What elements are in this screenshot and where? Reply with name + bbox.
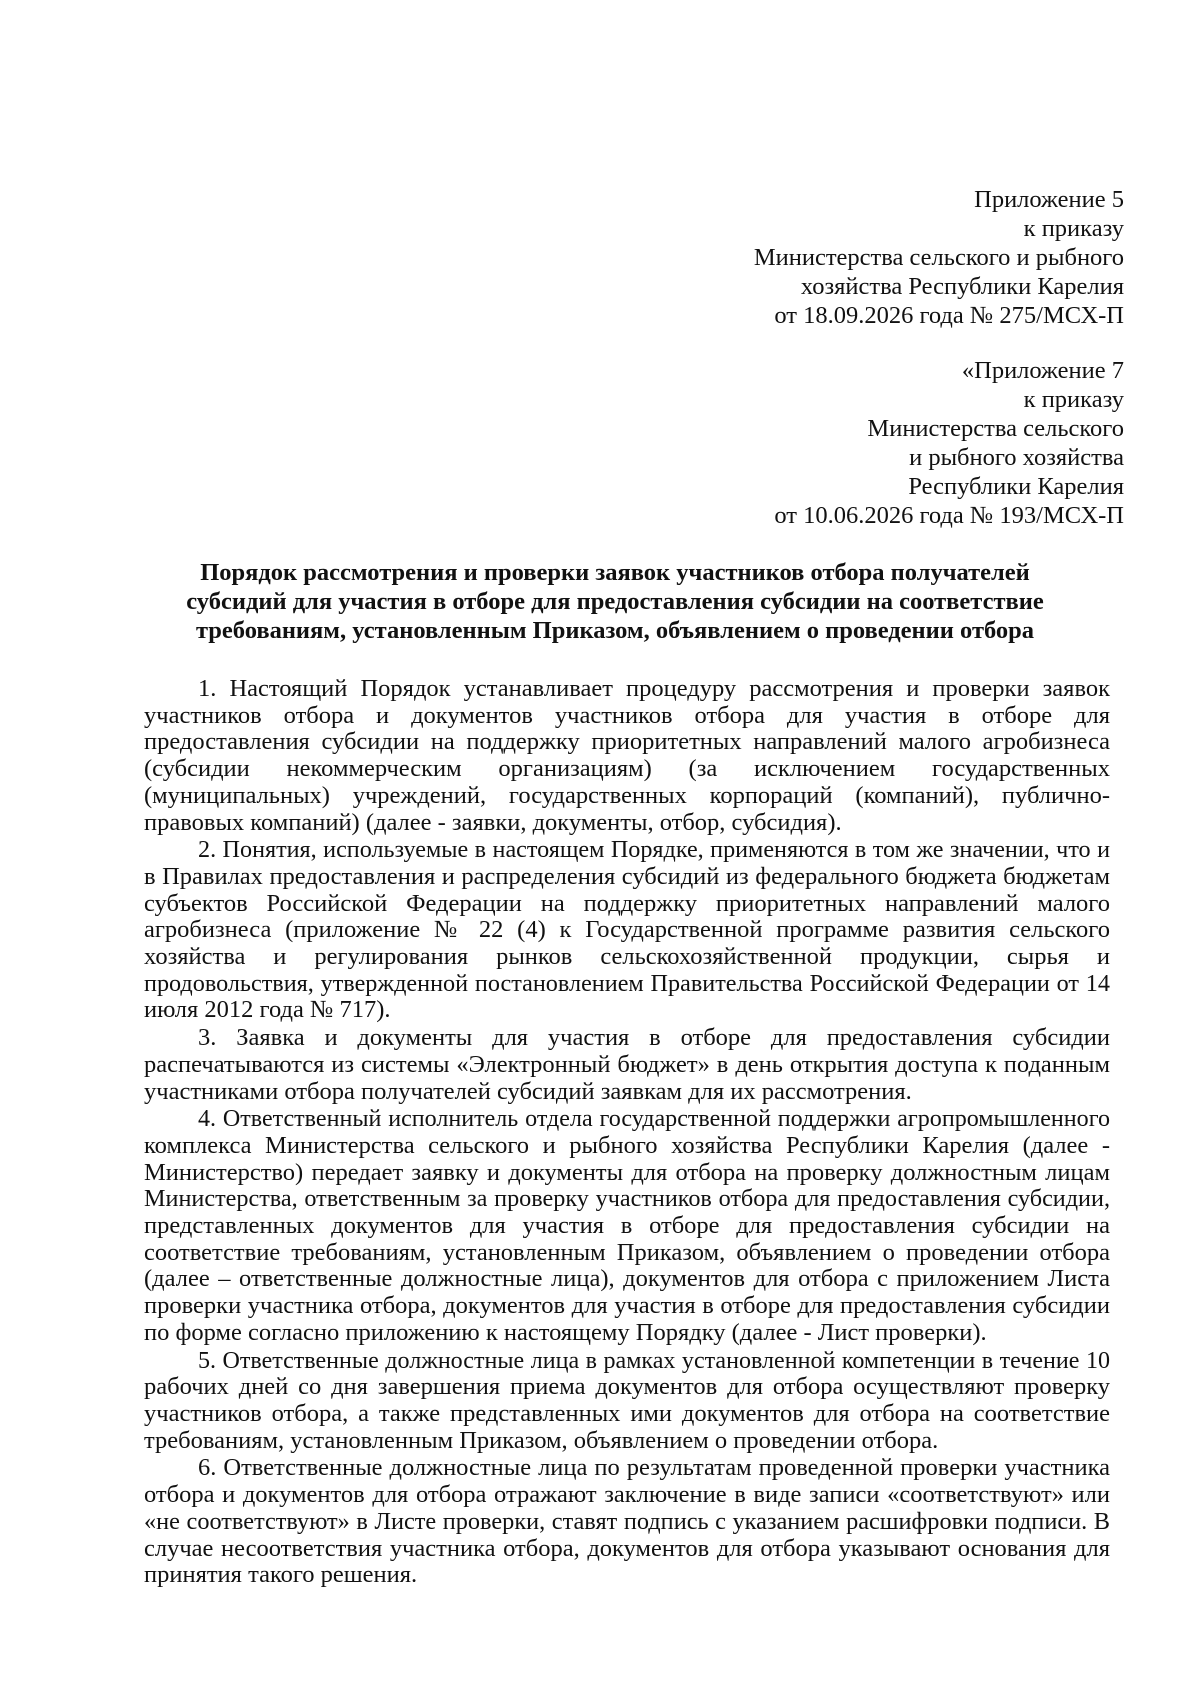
paragraph-line: субъектов Российской Федерации на поддержку приоритетных направлений малого — [144, 889, 1110, 917]
paragraph-line: участников отбора, а также представленных ими документов для отбора на соответствие — [144, 1399, 1110, 1427]
paragraph-line: соответствие требованиям, установленным Приказом, объявлением о проведении отбора — [144, 1238, 1110, 1266]
paragraph-line: участников отбора и документов участников отбора для участия в отборе для — [144, 701, 1110, 729]
paragraph-5 — [144, 1348, 1110, 1455]
paragraph-line: участниками отбора получателей субсидий заявкам для их рассмотрения. — [144, 1077, 912, 1105]
paragraph-line: 1. Настоящий Порядок устанавливает процедуру рассмотрения и проверки заявок — [198, 675, 1110, 702]
paragraph-line: Министерства, ответственным за проверку участников отбора для предоставления субсидии, — [144, 1185, 1110, 1213]
paragraph-line: случае несоответствия участника отбора, документов для отбора указывают основания для — [144, 1534, 1110, 1562]
document-title — [120, 558, 1110, 645]
appendix-header-line: Приложение 5 — [974, 186, 1124, 213]
paragraph-1 — [144, 676, 1110, 836]
original-appendix-header-line: к приказу — [1023, 386, 1124, 413]
paragraph-line: правовых компаний) (далее - заявки, документы, отбор, субсидия). — [144, 808, 842, 836]
paragraph-line: проверки участника отбора, документов для участия в отборе для предоставления субсидии — [144, 1292, 1110, 1320]
paragraph-line: распечатываются из системы «Электронный бюджет» в день открытия доступа к поданным — [144, 1050, 1110, 1078]
appendix-header-line: к приказу — [1023, 215, 1124, 242]
paragraph-line: (муниципальных) учреждений, государственных корпораций (компаний), публично- — [144, 781, 1110, 809]
original-appendix-header-line: «Приложение 7 — [961, 357, 1124, 384]
paragraph-6 — [144, 1455, 1110, 1589]
original-appendix-header-line: и рыбного хозяйства — [909, 444, 1124, 471]
paragraph-line: 6. Ответственные должностные лица по результатам проведенной проверки участника — [198, 1454, 1110, 1482]
paragraph-line: отбора и документов для отбора отражают заключение в виде записи «соответствуют» или — [144, 1481, 1110, 1509]
paragraph-line: по форме согласно приложению к настоящему Порядку (далее - Лист проверки). — [144, 1318, 987, 1346]
paragraph-line: июля 2012 года № 717). — [144, 996, 391, 1024]
paragraph-line: в Правилах предоставления и распределения субсидий из федерального бюджета бюджетам — [144, 862, 1110, 890]
appendix-header — [754, 185, 1124, 330]
paragraph-line: 4. Ответственный исполнитель отдела государственной поддержки агропромышленного — [198, 1106, 1110, 1133]
original-appendix-header-line: Министерства сельского — [867, 415, 1124, 442]
original-appendix-header-line: от 10.06.2026 года № 193/МСХ-П — [774, 502, 1124, 529]
paragraph-3 — [144, 1025, 1110, 1105]
paragraph-line: 2. Понятия, используемые в настоящем Порядке, применяются в том же значении, что и — [198, 836, 1110, 864]
paragraph-2 — [144, 837, 1110, 1024]
document-title-line: субсидий для участия в отборе для предоставления субсидии на соответствие — [186, 588, 1044, 615]
paragraph-line: 5. Ответственные должностные лица в рамках установленной компетенции в течение 10 — [198, 1347, 1110, 1374]
appendix-header-line: хозяйства Республики Карелия — [800, 273, 1124, 300]
paragraph-line: агробизнеса (приложение № 22 (4) к Государственной программе развития сельского — [144, 916, 1110, 944]
paragraph-line: Министерство) передает заявку и документы для отбора на проверку должностным лицам — [144, 1158, 1110, 1186]
original-appendix-header-line: Республики Карелия — [908, 473, 1124, 500]
paragraph-line: «не соответствуют» в Листе проверки, ставят подпись с указанием расшифровки подписи. В — [144, 1507, 1110, 1535]
original-appendix-header — [774, 356, 1124, 530]
document-title-line: требованиям, установленным Приказом, объявлением о проведении отбора — [195, 617, 1035, 644]
paragraph-line: комплекса Министерства сельского и рыбного хозяйства Республики Карелия (далее - — [144, 1131, 1110, 1159]
paragraph-line: (субсидии некоммерческим организациям) (за исключением государственных — [144, 755, 1110, 783]
paragraph-line: представленных документов для участия в отборе для предоставления субсидии на — [144, 1212, 1110, 1240]
paragraph-line: 3. Заявка и документы для участия в отборе для предоставления субсидии — [198, 1024, 1110, 1052]
paragraph-line: рабочих дней со дня завершения приема документов для отбора осуществляют проверку — [144, 1373, 1110, 1401]
appendix-header-line: Министерства сельского и рыбного — [753, 244, 1124, 271]
paragraph-line: (далее – ответственные должностные лица), документов для отбора с приложением Листа — [144, 1265, 1110, 1293]
paragraph-line: предоставления субсидии на поддержку приоритетных направлений малого агробизнеса — [144, 728, 1110, 756]
document-title-line: Порядок рассмотрения и проверки заявок участников отбора получателей — [200, 559, 1030, 586]
paragraph-line: продовольствия, утвержденной постановлением Правительства Российской Федерации от 14 — [144, 969, 1110, 997]
paragraph-4 — [144, 1106, 1110, 1346]
paragraph-line: хозяйства и регулирования рынков сельскохозяйственной продукции, сырья и — [144, 943, 1110, 971]
appendix-header-line: от 18.09.2026 года № 275/МСХ-П — [774, 302, 1124, 329]
paragraph-line: требованиям, установленным Приказом, объявлением о проведении отбора. — [144, 1426, 939, 1454]
paragraph-line: принятия такого решения. — [144, 1561, 418, 1589]
document-body — [144, 676, 1110, 1590]
